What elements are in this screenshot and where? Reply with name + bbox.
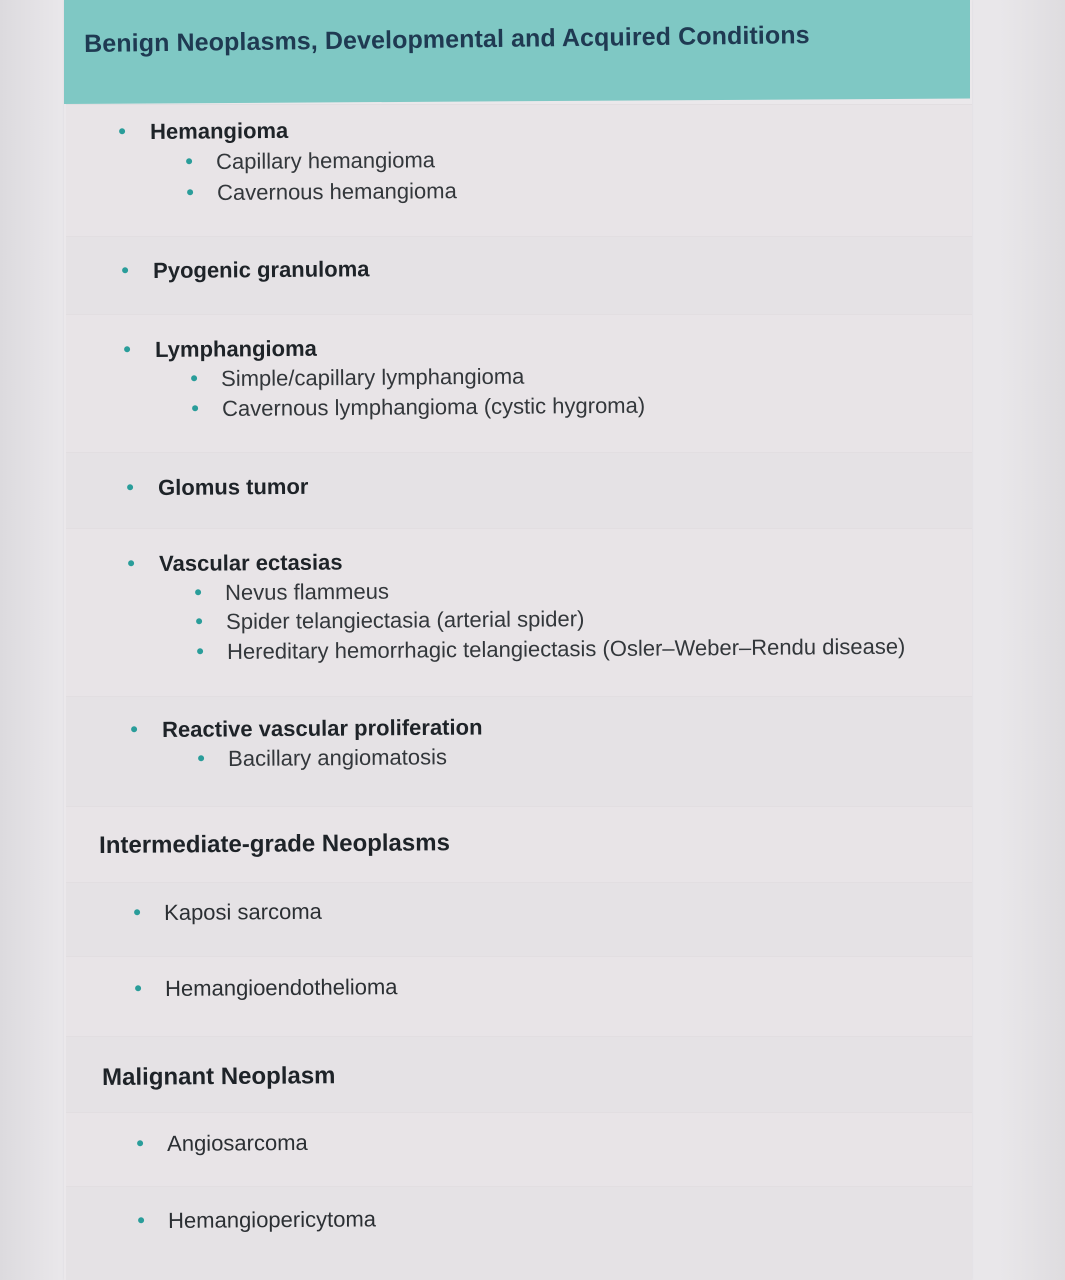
list-item-label: Hemangioendothelioma	[165, 974, 398, 1001]
bullet-icon	[192, 405, 198, 411]
bullet-icon	[119, 128, 125, 134]
list-item-label: Angiosarcoma	[167, 1129, 308, 1156]
bullet-icon	[138, 1217, 144, 1223]
bullet-icon	[198, 755, 204, 761]
list-item-label: Pyogenic granuloma	[153, 256, 370, 283]
list-item	[165, 974, 398, 1002]
bullet-icon	[131, 726, 137, 732]
bullet-icon	[128, 560, 134, 566]
sub-item	[217, 178, 457, 206]
bullet-icon	[134, 909, 140, 915]
list-item-label: Hemangiopericytoma	[168, 1206, 377, 1233]
row-band	[66, 696, 972, 807]
list-item-reactive-vascular-proliferation	[162, 714, 483, 743]
sub-item-label: Bacillary angiomatosis	[228, 744, 448, 771]
section-title: Benign Neoplasms, Developmental and Acquired Conditions	[84, 21, 810, 58]
sub-item-label: Spider telangiectasia (arterial spider)	[226, 606, 585, 634]
sub-item	[216, 147, 435, 175]
bullet-icon	[135, 985, 141, 991]
section-heading-intermediate: Intermediate-grade Neoplasms	[99, 829, 450, 859]
sub-item	[221, 364, 524, 392]
sub-item-label: Simple/capillary lymphangioma	[221, 363, 525, 391]
sub-item-label: Cavernous hemangioma	[217, 178, 457, 205]
list-item-lymphangioma	[155, 336, 317, 363]
bullet-icon	[122, 267, 128, 273]
sub-item	[222, 393, 645, 422]
sub-item	[226, 606, 584, 635]
sub-item-label: Capillary hemangioma	[216, 147, 436, 174]
bullet-icon	[186, 158, 192, 164]
bullet-icon	[197, 648, 203, 654]
list-item-label: Glomus tumor	[158, 473, 309, 500]
bullet-icon	[195, 589, 201, 595]
list-item-label: Vascular ectasias	[159, 549, 343, 576]
bullet-icon	[191, 375, 197, 381]
sub-item-label: Nevus flammeus	[225, 578, 390, 605]
list-item-label: Hemangioma	[150, 117, 289, 144]
sub-item-label: Cavernous lymphangioma (cystic hygroma)	[222, 392, 646, 421]
sub-item	[228, 744, 447, 772]
sub-item	[227, 634, 905, 665]
list-item-vascular-ectasias	[159, 550, 343, 577]
list-item-label: Lymphangioma	[155, 335, 317, 362]
list-item-hemangioma	[150, 118, 288, 145]
list-item	[168, 1206, 376, 1234]
list-item-glomus-tumor	[158, 474, 309, 501]
bullet-icon	[127, 484, 133, 490]
bullet-icon	[196, 618, 202, 624]
section-heading-malignant: Malignant Neoplasm	[102, 1062, 336, 1091]
list-item-label: Reactive vascular proliferation	[162, 714, 483, 742]
list-item-label: Kaposi sarcoma	[164, 898, 322, 925]
sub-item-label: Hereditary hemorrhagic telangiectasis (Osler–Weber–Rendu disease)	[227, 633, 906, 664]
bullet-icon	[124, 346, 130, 352]
list-item-pyogenic-granuloma	[153, 256, 370, 284]
list-item	[164, 899, 322, 926]
sub-item	[225, 579, 389, 606]
list-item	[167, 1130, 308, 1157]
bullet-icon	[187, 189, 193, 195]
bullet-icon	[137, 1140, 143, 1146]
